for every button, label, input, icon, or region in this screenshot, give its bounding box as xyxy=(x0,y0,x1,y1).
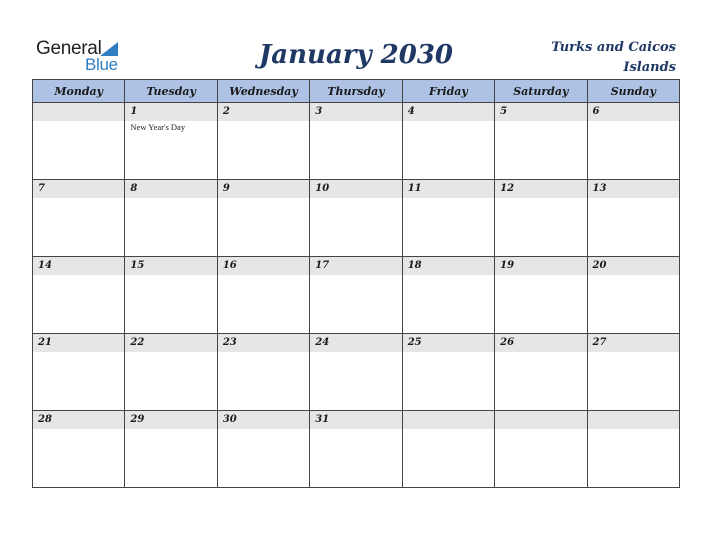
day-number-bar xyxy=(403,103,494,121)
day-number: 19 xyxy=(500,260,515,271)
day-number-bar xyxy=(310,103,401,121)
week-row xyxy=(33,411,680,488)
day-number-bar xyxy=(495,103,586,121)
week-row xyxy=(33,257,680,334)
holiday-label: New Year's Day xyxy=(130,122,186,132)
day-cell xyxy=(125,103,217,180)
day-number: 26 xyxy=(500,337,515,348)
day-number: 20 xyxy=(592,260,607,271)
day-number-bar xyxy=(33,103,124,121)
day-cell xyxy=(495,334,587,411)
calendar-title: January 2030 xyxy=(258,40,454,70)
day-number: 5 xyxy=(500,106,508,117)
logo-text-blue: Blue xyxy=(85,55,118,74)
day-cell xyxy=(310,180,402,257)
day-number: 21 xyxy=(38,337,52,348)
day-cell xyxy=(33,180,125,257)
week-row xyxy=(33,180,680,257)
day-cell xyxy=(587,180,679,257)
week-row xyxy=(33,103,680,180)
day-number: 6 xyxy=(592,106,600,117)
day-cell xyxy=(217,411,309,488)
day-cell xyxy=(125,180,217,257)
day-cell xyxy=(402,411,494,488)
day-number: 1 xyxy=(130,106,138,117)
day-number: 15 xyxy=(130,260,145,271)
day-number: 25 xyxy=(407,337,422,348)
day-number: 4 xyxy=(407,106,415,117)
day-number-bar xyxy=(33,180,124,198)
day-cell xyxy=(495,411,587,488)
day-number: 11 xyxy=(407,183,422,194)
weekday-header: Monday xyxy=(33,80,125,103)
day-number-bar xyxy=(218,103,309,121)
day-cell xyxy=(217,180,309,257)
day-cell xyxy=(33,334,125,411)
day-cell xyxy=(495,180,587,257)
day-number: 22 xyxy=(130,337,145,348)
day-number: 2 xyxy=(222,106,230,117)
weekday-header: Tuesday xyxy=(125,80,217,103)
day-cell xyxy=(495,257,587,334)
day-number-bar xyxy=(495,411,586,429)
day-cell xyxy=(125,257,217,334)
day-number-bar xyxy=(588,411,679,429)
day-cell xyxy=(33,257,125,334)
day-cell xyxy=(310,257,402,334)
day-cell xyxy=(217,257,309,334)
week-row xyxy=(33,334,680,411)
day-number: 12 xyxy=(500,183,515,194)
day-number-bar xyxy=(125,180,216,198)
day-number: 13 xyxy=(592,183,607,194)
day-number: 8 xyxy=(130,183,138,194)
day-number: 14 xyxy=(38,260,52,271)
day-number-bar xyxy=(588,103,679,121)
day-cell xyxy=(402,180,494,257)
day-number-bar xyxy=(125,103,216,121)
day-number: 16 xyxy=(222,260,237,271)
logo-text-general: General xyxy=(36,38,102,59)
day-cell xyxy=(402,334,494,411)
day-number: 10 xyxy=(315,183,330,194)
weekday-header: Sunday xyxy=(587,80,679,103)
weekday-header: Friday xyxy=(402,80,494,103)
day-cell xyxy=(217,334,309,411)
day-number: 9 xyxy=(222,183,230,194)
day-cell xyxy=(402,103,494,180)
day-number: 3 xyxy=(315,106,323,117)
weekday-header: Saturday xyxy=(495,80,587,103)
day-number: 17 xyxy=(315,260,330,271)
day-number: 30 xyxy=(222,414,237,425)
day-cell xyxy=(587,103,679,180)
day-cell xyxy=(587,411,679,488)
day-cell xyxy=(587,334,679,411)
day-number: 24 xyxy=(315,337,330,348)
day-cell xyxy=(310,103,402,180)
day-number: 18 xyxy=(407,260,422,271)
day-cell xyxy=(217,103,309,180)
day-cell xyxy=(33,103,125,180)
day-cell xyxy=(310,411,402,488)
day-number: 7 xyxy=(38,183,45,194)
month-calendar xyxy=(32,79,680,488)
day-cell xyxy=(125,334,217,411)
day-number-bar xyxy=(403,411,494,429)
day-number: 28 xyxy=(38,414,52,425)
day-number: 31 xyxy=(315,414,330,425)
weekday-header: Wednesday xyxy=(217,80,309,103)
day-cell xyxy=(587,257,679,334)
day-number: 29 xyxy=(130,414,145,425)
day-cell xyxy=(33,411,125,488)
day-number: 27 xyxy=(592,337,607,348)
day-number-bar xyxy=(218,180,309,198)
day-cell xyxy=(495,103,587,180)
weekday-header-row xyxy=(33,80,680,103)
region-name: Turks and Caicos Islands xyxy=(551,40,676,75)
day-cell xyxy=(310,334,402,411)
day-number: 23 xyxy=(222,337,237,348)
day-cell xyxy=(402,257,494,334)
weekday-header: Thursday xyxy=(310,80,402,103)
day-cell xyxy=(125,411,217,488)
